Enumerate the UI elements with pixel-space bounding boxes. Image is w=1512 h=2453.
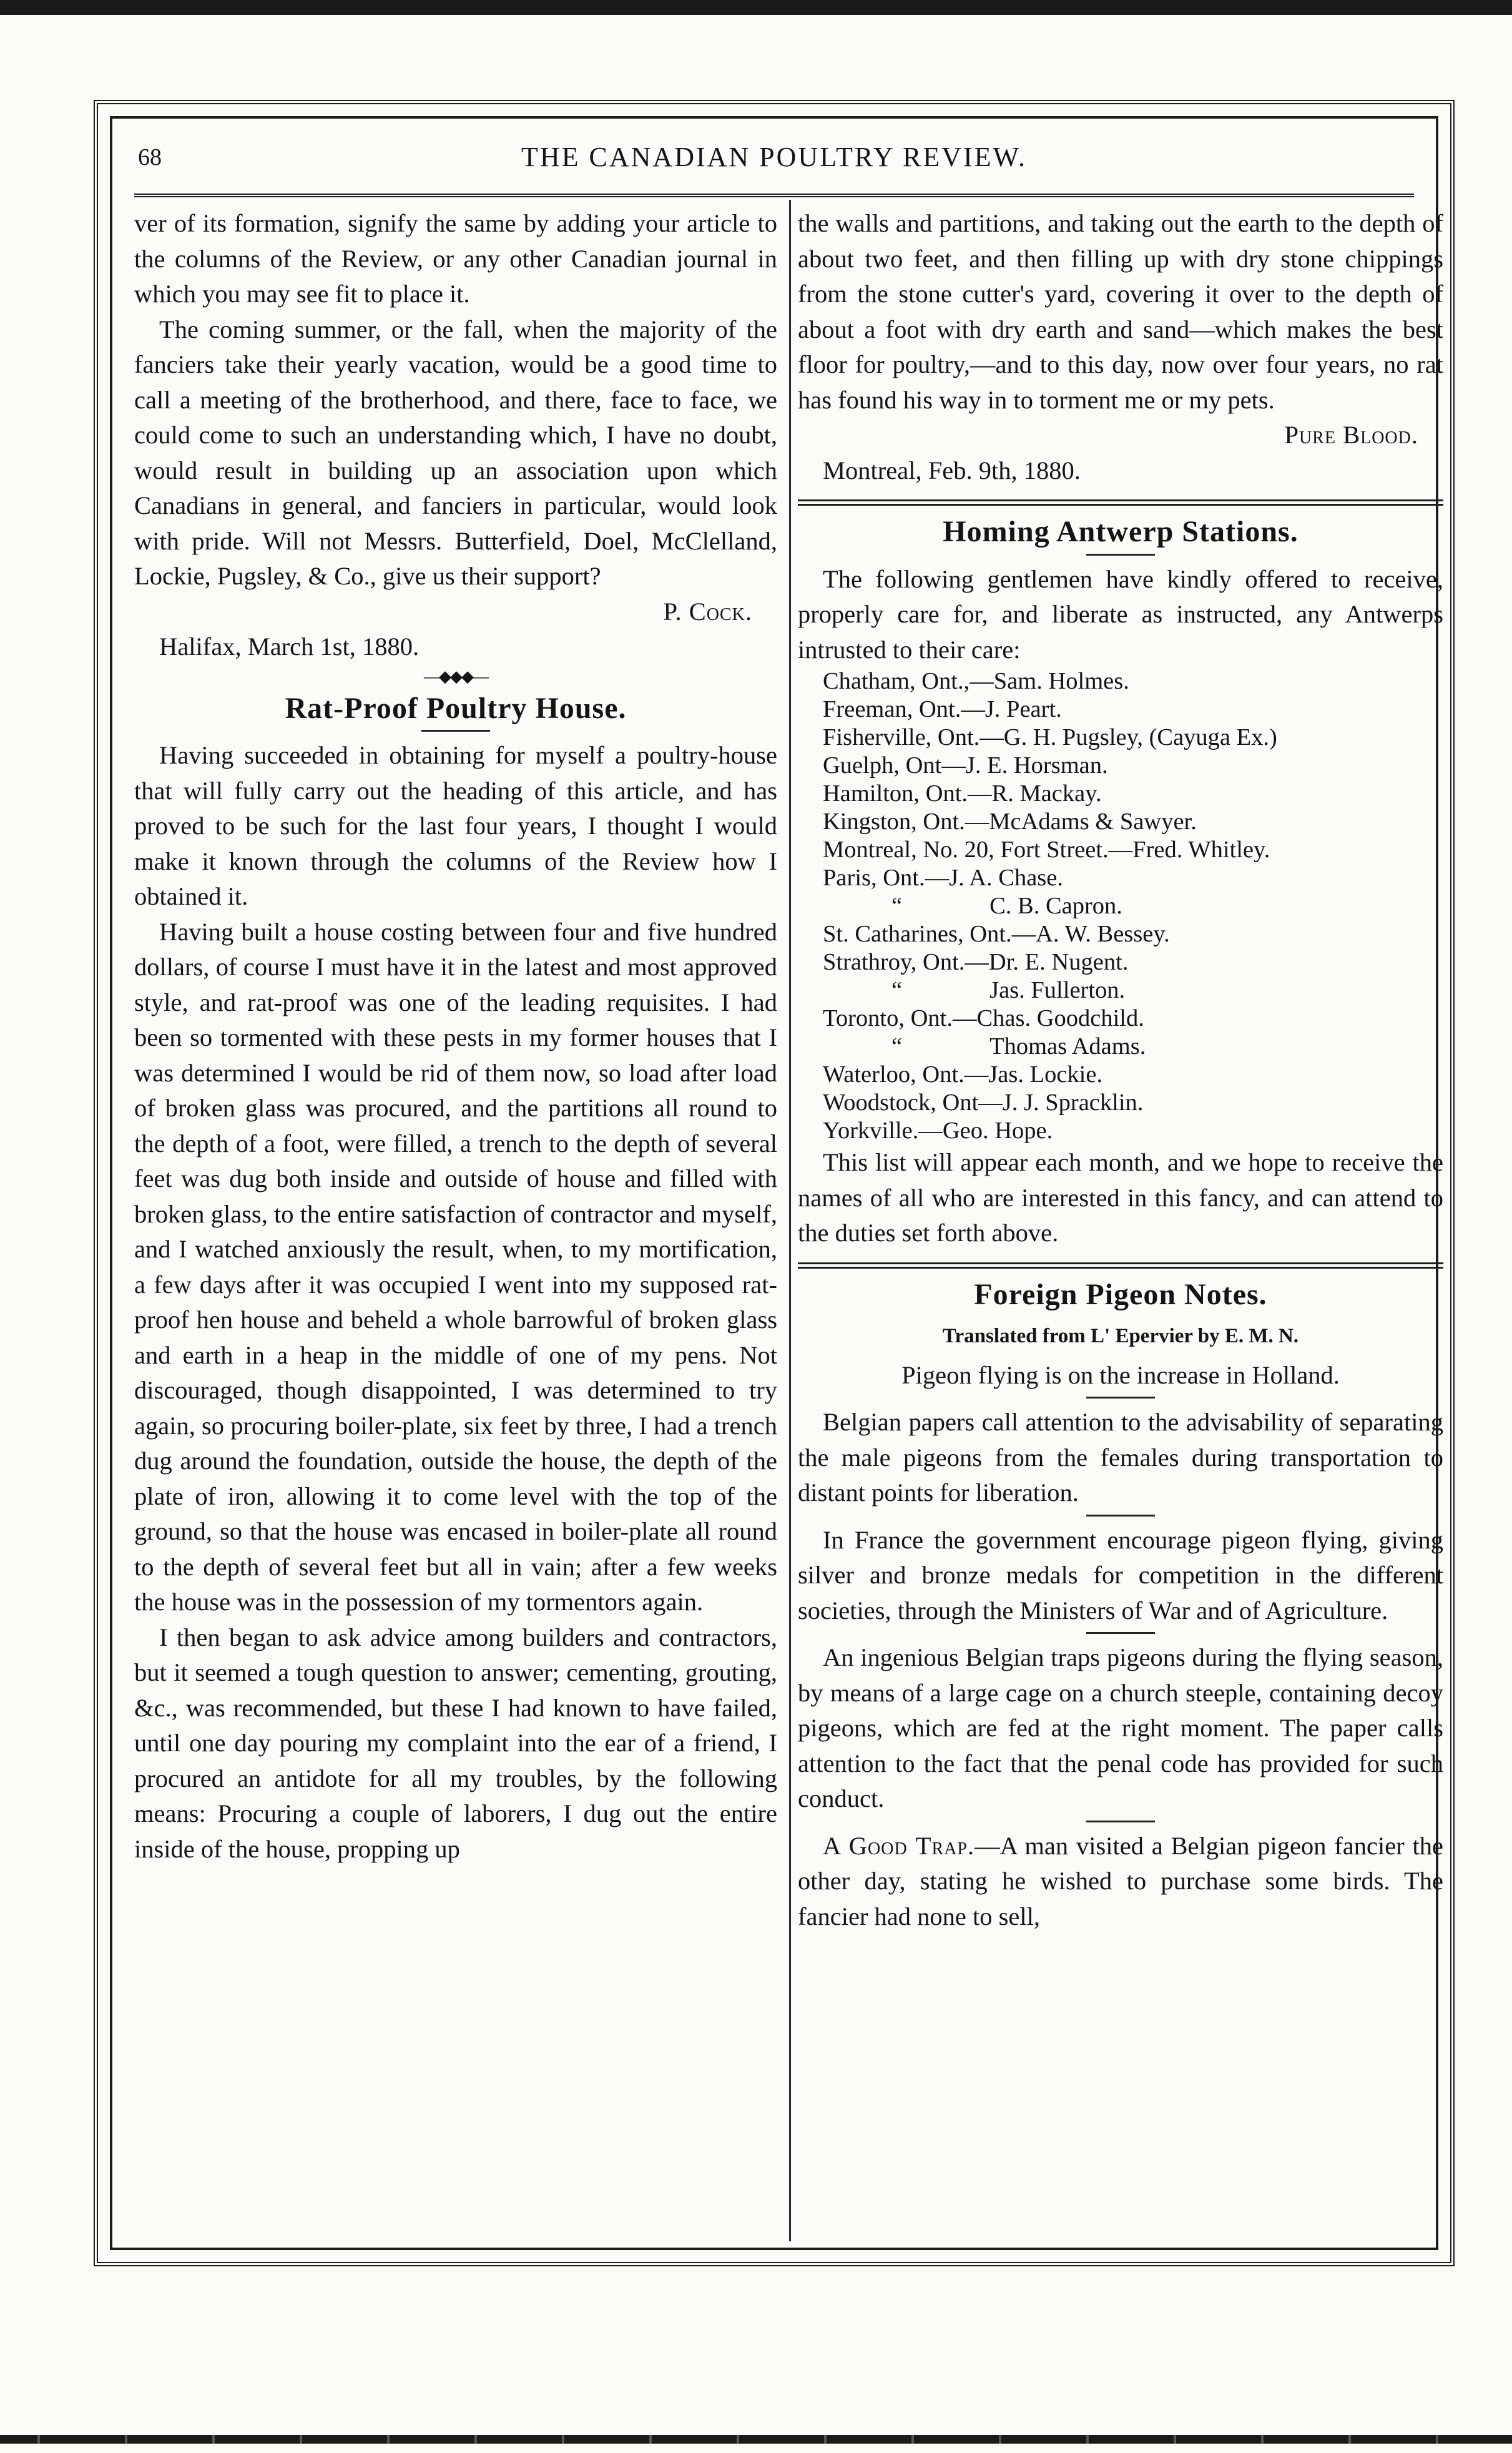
page-top-edge: [0, 0, 1512, 15]
section-rule: [798, 1262, 1443, 1269]
page-number: 68: [138, 144, 162, 170]
title-rule: [421, 730, 490, 732]
section-title-homing: Homing Antwerp Stations.: [943, 515, 1298, 548]
station-entry: Strathroy, Ont.—Dr. E. Nugent.: [823, 949, 1129, 975]
station-entry: Hamilton, Ont.—R. Mackay.: [823, 780, 1102, 807]
section-rule: [798, 499, 1443, 506]
note-separator: [1086, 1397, 1155, 1399]
station-entry: Woodstock, Ont—J. J. Spracklin.: [823, 1089, 1144, 1116]
station-entry: Chatham, Ont.,—Sam. Holmes.: [823, 668, 1129, 694]
note-paragraph-good-trap: [798, 1829, 1443, 1935]
right-column: [798, 206, 1443, 1934]
page-bottom-edge: [0, 2435, 1512, 2444]
section-title-foreign: Foreign Pigeon Notes.: [974, 1277, 1267, 1311]
article-title: Rat-Proof Poultry House.: [285, 691, 627, 725]
left-column: [134, 206, 777, 1867]
article-signature: Pure Blood.: [1284, 421, 1418, 449]
continued-paragraph: The coming summer, or the fall, when the majority of the fanciers take their yearly vacation, would be a good time to call a meeting of the brotherhood, and there, face to face, we could come to such an understanding which, I have no doubt, would result in building up an association upon which Canadians in general, and fanciers in particular, would look with pride. Will not Messrs. Butterfield, Doel, McClelland, Lockie, Pugsley, & Co., give us their support?: [134, 315, 777, 590]
station-entry: Kingston, Ont.—McAdams & Sawyer.: [823, 809, 1197, 835]
station-entry: Waterloo, Ont.—Jas. Lockie.: [823, 1061, 1103, 1088]
station-name: Thomas Adams.: [989, 1033, 1146, 1059]
note-text: —A man visited a Belgian pigeon fancier the other day, stating he wished to purchase some birds. The fancier had none to sell,: [798, 1831, 1443, 1930]
article-paragraph: I then began to ask advice among builders and contractors, but it seemed a tough question to answer; cementing, grouting, &c., was recommended, but these I had known to have failed, until one day pouring my complaint into the ear of a friend, I procured an antidote for all my troubles, by the following means: Procuring a couple of laborers, I dug out the entire inside of the house, propping up: [134, 1623, 777, 1863]
column-divider: [789, 200, 791, 2241]
note-separator: [1086, 1821, 1155, 1822]
station-entry: Montreal, No. 20, Fort Street.—Fred. Whitley.: [823, 837, 1270, 863]
station-name: C. B. Capron.: [989, 893, 1122, 919]
station-entry: Freeman, Ont.—J. Peart.: [823, 696, 1062, 722]
running-title: THE CANADIAN POULTRY REVIEW.: [521, 142, 1027, 172]
ditto-mark: “: [891, 893, 903, 919]
title-rule: [1086, 554, 1155, 556]
ditto-mark: “: [891, 1033, 903, 1059]
station-entry: Paris, Ont.—J. A. Chase.: [823, 865, 1063, 891]
continued-paragraph: ver of its formation, signify the same by adding your article to the columns of the Review, or any other Canadian journal in which you may see fit to place it.: [134, 209, 777, 308]
station-name: Jas. Fullerton.: [989, 977, 1126, 1003]
note-separator: [1086, 1632, 1155, 1634]
station-entry: Guelph, Ont—J. E. Horsman.: [823, 752, 1108, 779]
article-paragraph: Having succeeded in obtaining for myself a poultry-house that will fully carry out the heading of this article, and has proved to be such for the last four years, I thought I would make it known through the columns of the Review how I obtained it.: [134, 741, 777, 910]
station-list: [798, 667, 1443, 1145]
station-entry-ditto: [823, 976, 1443, 1005]
run-in-heading: A Good Trap.: [823, 1831, 975, 1860]
station-entry: Toronto, Ont.—Chas. Goodchild.: [823, 1005, 1144, 1031]
station-entry: Yorkville.—Geo. Hope.: [823, 1118, 1053, 1144]
article-place-date: Montreal, Feb. 9th, 1880.: [823, 456, 1081, 484]
homing-intro: The following gentlemen have kindly offered to receive, properly care for, and liberate as instructed, any Antwerps intrusted to their care:: [798, 564, 1443, 664]
page-header: [134, 139, 1414, 189]
station-entry: St. Catharines, Ont.—A. W. Bessey.: [823, 921, 1170, 947]
homing-closing: This list will appear each month, and we hope to receive the names of all who are interested in this fancy, and can attend to the duties set forth above.: [798, 1148, 1443, 1247]
letter-signature: P. Cock.: [663, 597, 752, 626]
note-paragraph: In France the government encourage pigeon flying, giving silver and bronze medals for competition in the different societies, through the Ministers of War and of Agriculture.: [798, 1525, 1443, 1625]
station-entry: Fisherville, Ont.—G. H. Pugsley, (Cayuga Ex.): [823, 724, 1277, 750]
ornament-divider: —◆◆◆—: [424, 667, 488, 686]
article-paragraph: Having built a house costing between four and five hundred dollars, of course I must have it in the latest and most approved style, and rat-proof was one of the leading requisites. I had been so tormented with these pests in my former houses that I was determined I would be rid of them now, so load after load of broken glass was procured, and the partitions all round to the depth of a foot, were filled, a trench to the depth of several feet was dug both inside and outside of house and filled with broken glass, to the entire satisfaction of contractor and myself, and I watched anxiously the result, when, to my mortification, a few days after it was occupied I went into my supposed rat-proof hen house and beheld a whole barrowful of broken glass and earth in a heap in the middle of one of my pens. Not discouraged, though disappointed, I was determined to try again, so procuring boiler-plate, six feet by three, I had a trench dug around the foundation, outside the house, the depth of the plate of iron, allowing it to come level with the top of the ground, so that the house was encased in boiler-plate all round to the depth of several feet but all in vain; after a few weeks the house was in the possession of my tormentors again.: [134, 917, 777, 1616]
note-lead: Pigeon flying is on the increase in Holland.: [901, 1360, 1340, 1389]
station-entry-ditto: [823, 892, 1443, 920]
note-separator: [1086, 1515, 1155, 1517]
note-paragraph: An ingenious Belgian traps pigeons during the flying season, by means of a large cage on a church steeple, containing decoy pigeons, which are fed at the right moment. The paper calls attention to the fact that the penal code has provided for such conduct.: [798, 1643, 1443, 1812]
header-rule: [134, 194, 1414, 197]
station-entry-ditto: [823, 1033, 1443, 1061]
ditto-mark: “: [891, 977, 903, 1003]
letter-place-date: Halifax, March 1st, 1880.: [159, 632, 420, 661]
note-paragraph: Belgian papers call attention to the advisability of separating the male pigeons from the females during transportation to distant points for liberation.: [798, 1408, 1443, 1507]
translation-credit: Translated from L' Epervier by E. M. N.: [942, 1325, 1299, 1347]
continued-paragraph: the walls and partitions, and taking out the earth to the depth of about two feet, and then filling up with dry stone chippings from the stone cutter's yard, covering it over to the depth of about a foot with dry earth and sand—which makes the best floor for poultry,—and to this day, now over four years, no rat has found his way in to torment me or my pets.: [798, 209, 1443, 414]
